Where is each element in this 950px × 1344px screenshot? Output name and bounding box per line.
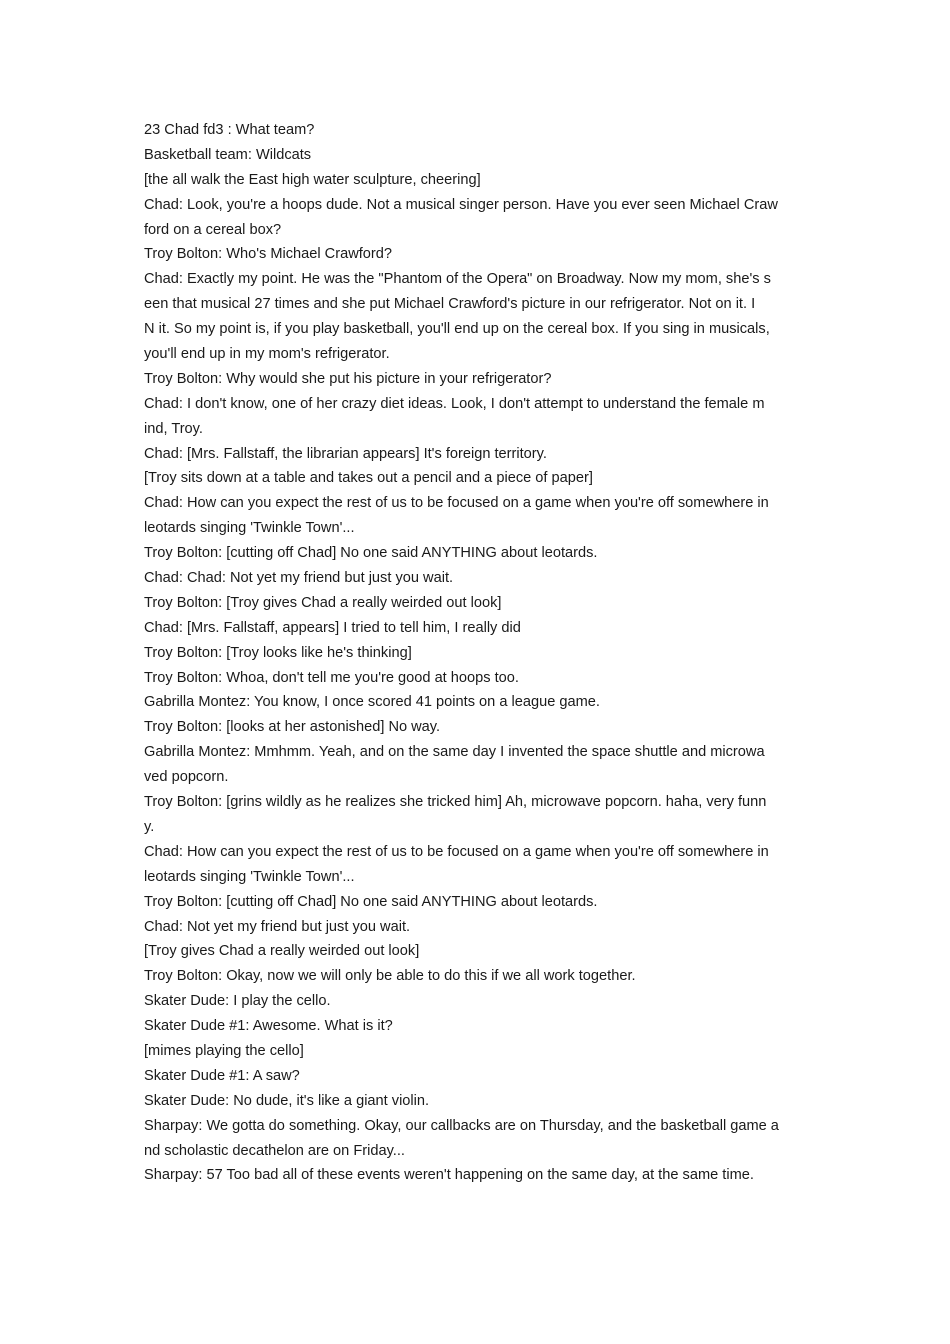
text-line: Skater Dude: No dude, it's like a giant violin. bbox=[144, 1092, 430, 1109]
text-line: [Troy sits down at a table and takes out a pencil and a piece of paper] bbox=[144, 470, 593, 487]
text-line: Troy Bolton: [cutting off Chad] No one said ANYTHING about leotards. bbox=[144, 893, 598, 910]
text-line: Chad: Chad: Not yet my friend but just you wait. bbox=[144, 570, 454, 587]
text-line: Troy Bolton: [Troy gives Chad a really weirded out look] bbox=[144, 594, 502, 611]
text-line: Skater Dude #1: Awesome. What is it? bbox=[144, 1018, 393, 1035]
text-line: Troy Bolton: [looks at her astonished] No way. bbox=[144, 719, 441, 736]
text-line: Troy Bolton: Why would she put his picture in your refrigerator? bbox=[144, 370, 552, 387]
text-line: een that musical 27 times and she put Michael Crawford's picture in our refrigerator. Not on it. I bbox=[144, 296, 756, 313]
text-line: [the all walk the East high water sculpture, cheering] bbox=[144, 171, 481, 188]
text-line: Gabrilla Montez: You know, I once scored 41 points on a league game. bbox=[144, 694, 600, 711]
text-line: Troy Bolton: [cutting off Chad] No one said ANYTHING about leotards. bbox=[144, 545, 598, 562]
text-line: Gabrilla Montez: Mmhmm. Yeah, and on the same day I invented the space shuttle and microwa bbox=[144, 744, 765, 761]
script-text bbox=[144, 118, 808, 1188]
text-line: ford on a cereal box? bbox=[144, 221, 282, 238]
text-line: y. bbox=[144, 818, 155, 835]
text-line: Skater Dude: I play the cello. bbox=[144, 993, 331, 1010]
text-line: Troy Bolton: Whoa, don't tell me you're good at hoops too. bbox=[144, 669, 519, 686]
text-line: [mimes playing the cello] bbox=[144, 1042, 304, 1059]
text-line: ind, Troy. bbox=[144, 420, 203, 437]
text-line: Chad: [Mrs. Fallstaff, appears] I tried to tell him, I really did bbox=[144, 619, 521, 636]
text-line: N it. So my point is, if you play basketball, you'll end up on the cereal box. If you sing in musicals, bbox=[144, 321, 770, 338]
text-line: Troy Bolton: [Troy looks like he's thinking] bbox=[144, 644, 412, 661]
text-line: Chad: I don't know, one of her crazy diet ideas. Look, I don't attempt to understand the female m bbox=[144, 395, 765, 412]
text-line: leotards singing 'Twinkle Town'... bbox=[144, 520, 355, 537]
text-line: Troy Bolton: [grins wildly as he realizes she tricked him] Ah, microwave popcorn. haha, very funn bbox=[144, 794, 767, 811]
text-line: ved popcorn. bbox=[144, 769, 229, 786]
text-line: Troy Bolton: Okay, now we will only be able to do this if we all work together. bbox=[144, 968, 636, 985]
text-line: [Troy gives Chad a really weirded out look] bbox=[144, 943, 420, 960]
text-line: Skater Dude #1: A saw? bbox=[144, 1067, 300, 1084]
text-line: Sharpay: We gotta do something. Okay, our callbacks are on Thursday, and the basketball game a bbox=[144, 1117, 779, 1134]
text-line: Basketball team: Wildcats bbox=[144, 146, 312, 163]
text-line: Chad: Not yet my friend but just you wait. bbox=[144, 918, 411, 935]
text-line: Troy Bolton: Who's Michael Crawford? bbox=[144, 246, 392, 263]
text-line: leotards singing 'Twinkle Town'... bbox=[144, 868, 355, 885]
text-line: 23 Chad fd3 : What team? bbox=[144, 122, 315, 138]
text-line: Sharpay: 57 Too bad all of these events weren't happening on the same day, at the same time. bbox=[144, 1167, 754, 1184]
text-line: you'll end up in my mom's refrigerator. bbox=[144, 346, 390, 363]
text-line: Chad: Look, you're a hoops dude. Not a musical singer person. Have you ever seen Michael Craw bbox=[144, 196, 778, 213]
text-line: Chad: How can you expect the rest of us to be focused on a game when you're off somewhere in bbox=[144, 495, 769, 512]
text-line: Chad: Exactly my point. He was the "Phantom of the Opera" on Broadway. Now my mom, she's s bbox=[144, 271, 771, 288]
text-line: nd scholastic decathelon are on Friday... bbox=[144, 1142, 405, 1159]
text-line: Chad: How can you expect the rest of us to be focused on a game when you're off somewhere in bbox=[144, 843, 769, 860]
text-line: Chad: [Mrs. Fallstaff, the librarian appears] It's foreign territory. bbox=[144, 445, 547, 462]
